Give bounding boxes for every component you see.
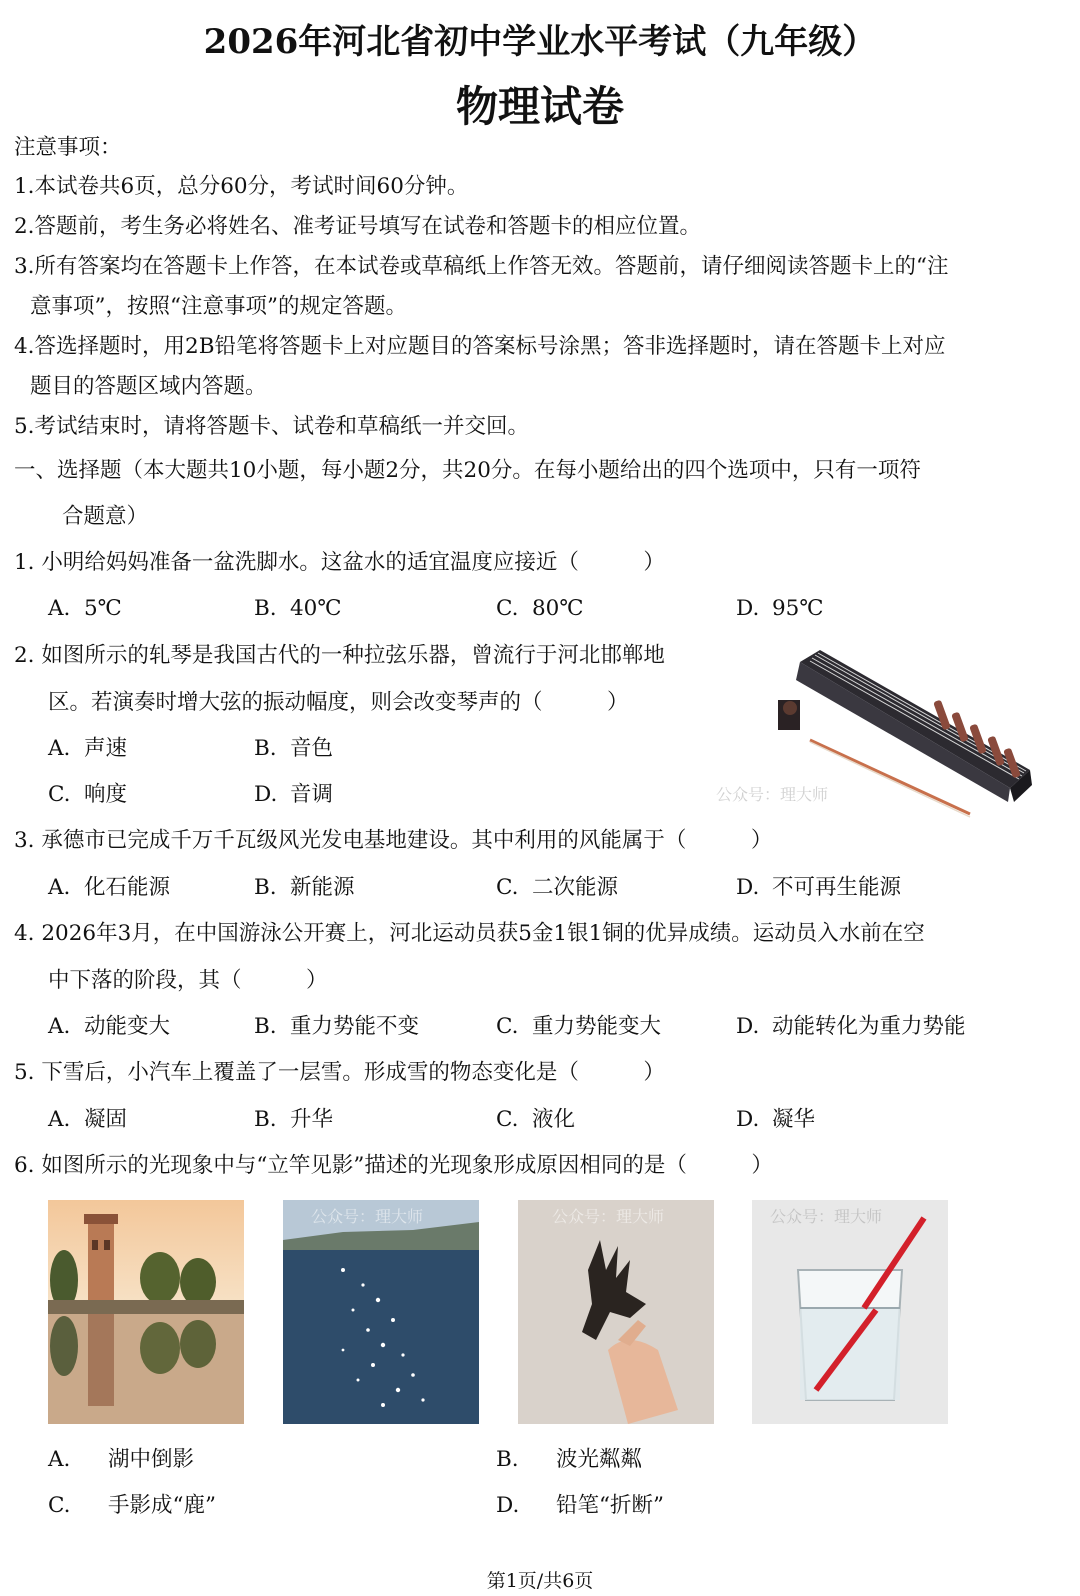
zheng-instrument-image (716, 640, 1060, 820)
option-b: B. 重力势能不变 (254, 1014, 420, 1039)
question-6: 6. 如图所示的光现象中与“立竿见影”描述的光现象形成原因相同的是（ ） (14, 1153, 773, 1178)
option-c: C. 80℃ (496, 596, 584, 621)
option-a: A. 化石能源 (48, 875, 171, 900)
notice-heading: 注意事项： (14, 135, 122, 160)
sparkling-water-image (283, 1200, 479, 1424)
notice-item: 2.答题前，考生务必将姓名、准考证号填写在试卷和答题卡的相应位置。 (14, 214, 702, 239)
watermark-text: 公众号：理大师 (716, 785, 829, 804)
option-b: B. 波光粼粼 (496, 1447, 643, 1472)
option-d: D. 95℃ (736, 596, 824, 621)
option-d: D. 动能转化为重力势能 (736, 1014, 966, 1039)
notice-item: 题目的答题区域内答题。 (30, 374, 267, 399)
watermark-text: 公众号：理大师 (770, 1207, 883, 1226)
exam-title: 2026年河北省初中学业水平考试（九年级） (203, 22, 877, 62)
question-2: 2. 如图所示的轧琴是我国古代的一种拉弦乐器，曾流行于河北邯郸地 (14, 643, 665, 668)
option-c: C. 重力势能变大 (496, 1014, 662, 1039)
option-b: B. 40℃ (254, 596, 342, 621)
page-number: 第1页/共6页 (486, 1570, 594, 1592)
question-5: 5. 下雪后，小汽车上覆盖了一层雪。形成雪的物态变化是（ ） (14, 1060, 665, 1085)
section-heading: 合题意） (62, 504, 149, 529)
notice-item: 4.答选择题时，用2B铅笔将答题卡上对应题目的答案标号涂黑；答非选择题时，请在答题卡上对应 (14, 334, 946, 359)
option-c: C. 手影成“鹿” (48, 1493, 216, 1518)
watermark-text: 公众号：理大师 (311, 1207, 424, 1226)
lake-reflection-image (48, 1200, 244, 1424)
option-c: C. 二次能源 (496, 875, 619, 900)
option-a: A. 5℃ (48, 596, 122, 621)
section-heading: 一、选择题（本大题共10小题，每小题2分，共20分。在每小题给出的四个选项中，只有一项符 (14, 458, 921, 483)
option-d: D. 音调 (254, 782, 334, 807)
option-a: A. 动能变大 (48, 1014, 171, 1039)
notice-item: 3.所有答案均在答题卡上作答，在本试卷或草稿纸上作答无效。答题前，请仔细阅读答题卡上的“注 (14, 254, 949, 279)
notice-item: 5.考试结束时，请将答题卡、试卷和草稿纸一并交回。 (14, 414, 530, 439)
hand-shadow-image (518, 1200, 714, 1424)
option-d: D. 不可再生能源 (736, 875, 902, 900)
option-b: B. 新能源 (254, 875, 355, 900)
option-b: B. 升华 (254, 1107, 334, 1132)
notice-item: 1.本试卷共6页，总分60分，考试时间60分钟。 (14, 174, 469, 199)
option-a: A. 声速 (48, 736, 128, 761)
exam-subject: 物理试卷 (455, 82, 624, 131)
question-3: 3. 承德市已完成千万千瓦级风光发电基地建设。其中利用的风能属于（ ） (14, 828, 773, 853)
question-2-cont: 区。若演奏时增大弦的振动幅度，则会改变琴声的（ ） (48, 690, 629, 715)
option-a: A. 凝固 (48, 1107, 128, 1132)
option-c: C. 响度 (48, 782, 128, 807)
option-d: D. 凝华 (736, 1107, 816, 1132)
option-d: D. 铅笔“折断” (496, 1493, 664, 1518)
question-1: 1. 小明给妈妈准备一盆洗脚水。这盆水的适宜温度应接近（ ） (14, 550, 665, 575)
pencil-in-water-image (752, 1200, 948, 1424)
option-c: C. 液化 (496, 1107, 576, 1132)
question-4-cont: 中下落的阶段，其（ ） (48, 968, 328, 993)
option-a: A. 湖中倒影 (48, 1447, 195, 1472)
question-4: 4. 2026年3月，在中国游泳公开赛上，河北运动员获5金1银1铜的优异成绩。运动员入水前在空 (14, 921, 925, 946)
watermark-text: 公众号：理大师 (552, 1207, 665, 1226)
option-b: B. 音色 (254, 736, 334, 761)
notice-item: 意事项”，按照“注意事项”的规定答题。 (30, 294, 407, 319)
